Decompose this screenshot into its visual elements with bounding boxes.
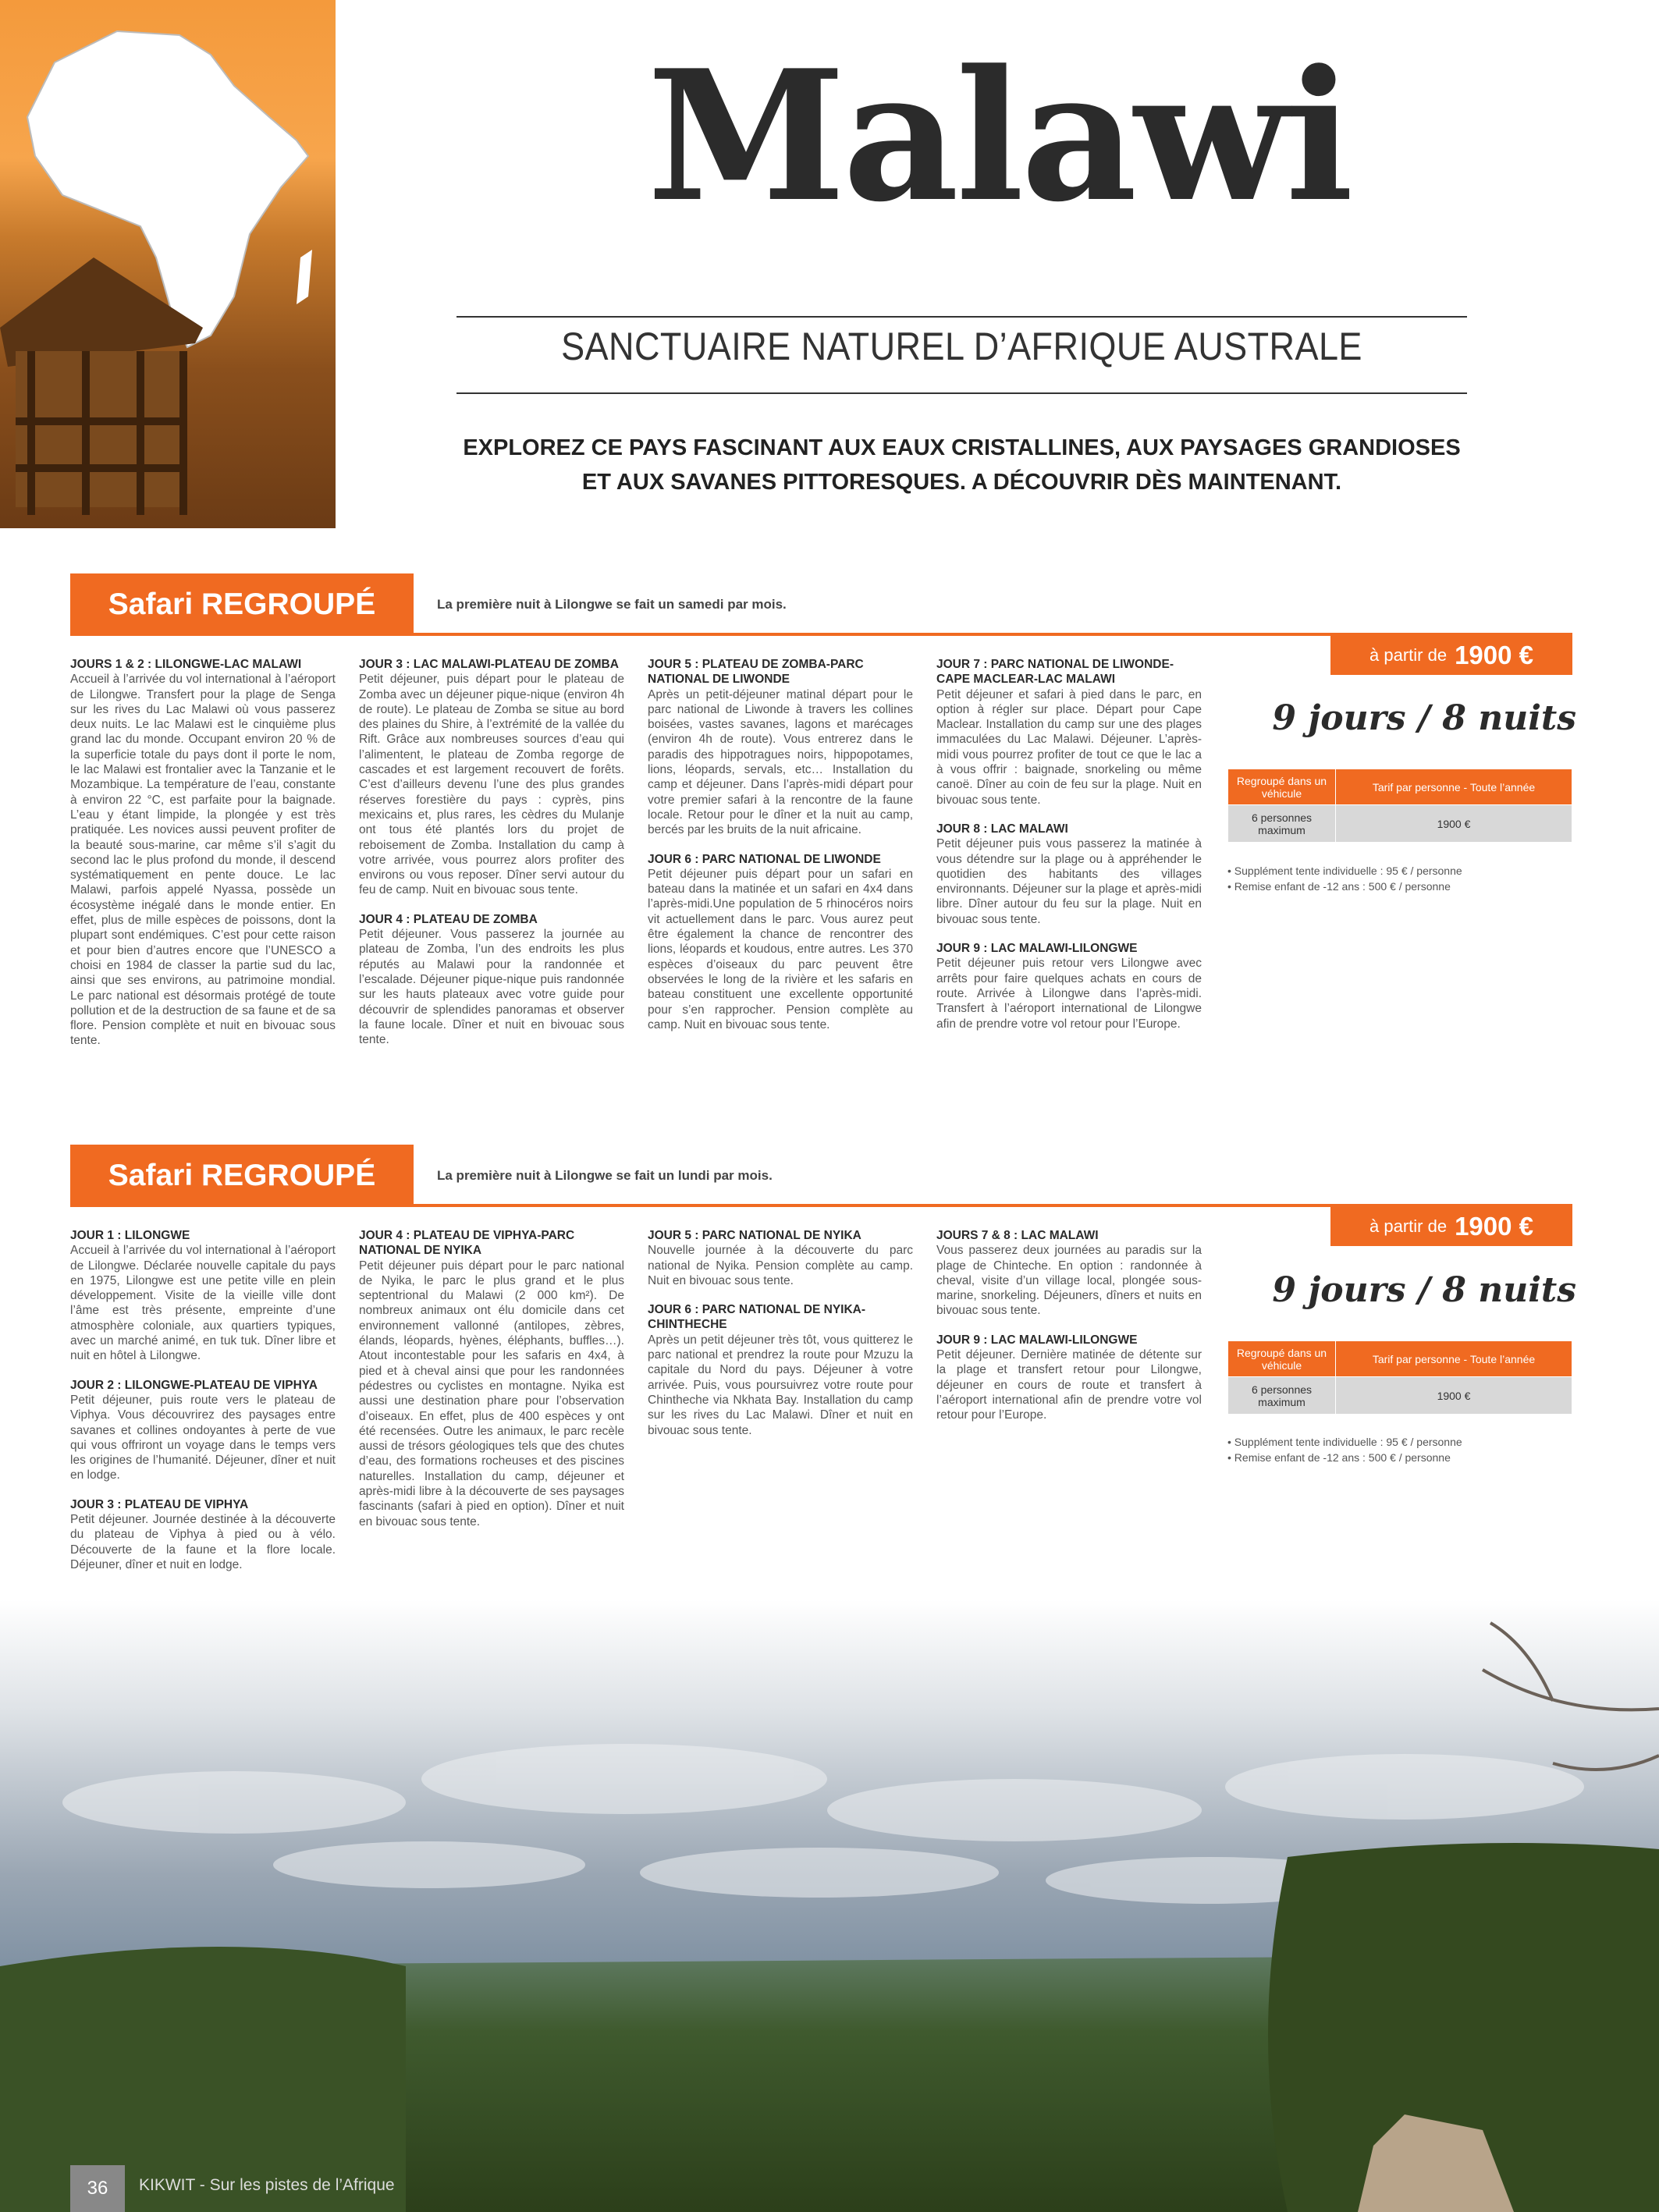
page-number: 36 [70, 2165, 125, 2212]
landscape-photo [0, 1600, 1659, 2212]
section-1-col-2 [359, 657, 624, 1061]
day-text: Petit déjeuner. Vous passerez la journée au plateau de Zomba, l’un des endroits les plus réputés au Malawi pour la randonnée et l’escalade. Déjeuner pique-nique puis randonnée sur les hauts plateaux avec votre guide pour découvrir de splendides panoramas et observer la faune locale. Dîner et nuit en bivouac sous tente. [359, 928, 624, 1047]
day-title: JOUR 9 : LAC MALAWI-LILONGWE [936, 1333, 1138, 1347]
note-item: • Remise enfant de -12 ans : 500 € / personne [1227, 880, 1451, 893]
day-text: Petit déjeuner et safari à pied dans le parc, en option à régler sur place. Départ pour Cape Maclear. Installation du camp sur une des plages immaculées du Lac Malawi. Déjeuner. L’après-midi vous pourrez profiter de tout ce que le lac a à vous offrir : baignade, snorkeling ou même canoë. Dîner au coin de feu sur la plage. Nuit en bivouac sous tente. [936, 687, 1202, 807]
section-2-duration: 9 jours / 8 nuits [1272, 1270, 1576, 1310]
section-2-note: La première nuit à Lilongwe se fait un lundi par mois. [437, 1168, 773, 1183]
day-title: JOUR 2 : LILONGWE-PLATEAU DE VIPHYA [70, 1378, 318, 1392]
note-item: • Supplément tente individuelle : 95 € / personne [1227, 1436, 1462, 1448]
day-text: Petit déjeuner. Dernière matinée de détente sur la plage et transfert retour pour Lilongwe, déjeuner en cours de route et transfert à l’aéroport international afin de prendre votre vol retour pour l’Europe. [936, 1348, 1202, 1422]
section-1-col-4 [936, 657, 1202, 1046]
day-text: Après un petit-déjeuner matinal départ pour le parc national de Liwonde à travers les collines boisées, vastes savanes, lagons et marécages (environ 4h de route). Vous entrerez dans le paradis des hippotragues noirs, hippopotames, lions, léopards, servals, etc… Installation du camp et déjeuner. Dans l’après-midi départ pour votre premier safari à la rencontre de la faune locale. Retour pour le dîner et la nuit au camp, bercés par les bruits de la nuit africaine. [648, 687, 913, 837]
title-rule-top [456, 316, 1467, 318]
section-2-tarif-table [1227, 1340, 1572, 1415]
day-title: JOUR 9 : LAC MALAWI-LILONGWE [936, 942, 1138, 956]
africa-map-icon [0, 0, 336, 528]
tarif-cell-group: 6 personnes maximum [1228, 1377, 1336, 1415]
tarif-header-price: Tarif par personne - Toute l’année [1336, 769, 1572, 805]
section-2-col-4 [936, 1228, 1202, 1437]
day-text: Nouvelle journée à la découverte du parc national de Nyika. Pension complète au camp. Nuit en bivouac sous tente. [648, 1244, 913, 1287]
price-value: 1900 € [1455, 1212, 1533, 1241]
price-value: 1900 € [1455, 641, 1533, 669]
day-title: JOUR 3 : LAC MALAWI-PLATEAU DE ZOMBA [359, 658, 619, 671]
page-title: Malawi [647, 31, 1351, 242]
day-text: Accueil à l’arrivée du vol international à l’aéroport de Lilongwe. Déclarée nouvelle capitale du pays en 1975, Lilongwe est une petite ville en plein développement. Visite de la vieille ville dont l’âme est très présente, empreinte d’une atmosphère coloniale, aux quartiers typiques, avec un marché animé, en tuk tuk. Dîner libre et nuit en hôtel à Lilongwe. [70, 1244, 336, 1363]
day-text: Accueil à l’arrivée du vol international à l’aéroport de Lilongwe. Transfert pour la plage de Senga sur les rives du Lac Malawi où vous passerez deux nuits. Le lac Malawi est le cinquième plus grand lac du monde. Occupant environ 20 % de la superficie totale du pays dont il porte le nom, le lac Malawi est frontalier avec la Tanzanie et le Mozambique. La température de l’eau, constante à environ 22 °C, est parfaite pour la baignade. L’eau y étant limpide, la plongée y est très pratiquée. Les novices aussi peuvent profiter de la beauté sous-marine, car même s’il s’agit du second lac le plus profond du monde, il descend systématiquement en pente douce. Le lac Malawi, parfois appelé Nyassa, possède un écosystème inégalé dans le monde entier. En effet, plus de mille espèces de poissons, dont la plupart sont endémiques. C’est pour cette raison et pour bien d’autres encore que l’UNESCO a choisi en 1984 de classer la partie sud du lac, ainsi que ses environs, au patrimoine mondial. Le parc national est désormais protégé de toute pollution et de la destruction de sa faune et de sa flore. Pension complète et nuit en bivouac sous tente. [70, 673, 336, 1048]
section-2-label: Safari REGROUPÉ [70, 1145, 414, 1207]
day-title: JOUR 6 : PARC NATIONAL DE LIWONDE [648, 852, 881, 866]
section-2-col-1 [70, 1228, 336, 1586]
day-title: JOURS 7 & 8 : LAC MALAWI [936, 1229, 1099, 1242]
day-text: Petit déjeuner puis vous passerez la matinée à vous détendre sur la plage ou à appréhender le quotidien des habitants des villages environnants. Déjeuner sur la plage et après-midi libre. Dîner autour du feu sur la plage. Nuit en bivouac sous tente. [936, 837, 1202, 926]
section-1-notes [1227, 863, 1462, 894]
price-prefix: à partir de [1369, 645, 1448, 665]
subtitle: SANCTUAIRE NATUREL D’AFRIQUE AUSTRALE [561, 325, 1362, 368]
day-title: JOUR 1 : LILONGWE [70, 1229, 190, 1242]
price-prefix: à partir de [1369, 1216, 1448, 1236]
day-text: Petit déjeuner, puis départ pour le plateau de Zomba avec un déjeuner pique-nique (environ 4h de route). Le plateau de Zomba se situe au bord des plaines du Shire, à l’extrémité de la vallée du Rift. Grâce aux nombreuses sources d’eau qui l’alimentent, le plateau de Zomba regorge de cascades et est largement recouvert de forêts. C’est d’ailleurs devenu l’une des plus grandes réserves forestière du pays : cyprès, pins mexicains et, plus rares, les cèdres du Mulanje ont tous été plantés lors du projet de reboisement de Zomba. Installation du camp à votre arrivée, vous pourrez alors profiter des environs ou vous reposer. Dîner servi autour du feu de camp. Nuit en bivouac sous tente. [359, 673, 624, 897]
day-title: JOUR 4 : PLATEAU DE ZOMBA [359, 912, 538, 926]
tarif-header-vehicle: Regroupé dans un véhicule [1228, 1341, 1336, 1377]
section-1-label: Safari REGROUPÉ [70, 573, 414, 636]
day-text: Petit déjeuner puis départ pour un safari en bateau dans la matinée et un safari en 4x4 dans l’après-midi.Une population de 5 rhinocéros noirs vit actuellement dans le parc. Vous aurez peut être également la chance de rencontrer des lions, léopards et koudous, entre autres. Les 370 espèces d’oiseaux du parc peuvent être observées le long de la rivière et les safaris en bateau constituent une excellente opportunité pour s’en rapprocher. Pension complète au camp. Nuit en bivouac sous tente. [648, 867, 913, 1031]
day-title: JOUR 5 : PARC NATIONAL DE NYIKA [648, 1229, 861, 1242]
section-2-col-3 [648, 1228, 913, 1452]
day-title: JOUR 4 : PLATEAU DE VIPHYA-PARC NATIONAL DE NYIKA [359, 1229, 575, 1258]
section-1-price-badge [1330, 636, 1572, 675]
section-2-col-2 [359, 1228, 624, 1543]
tarif-cell-price: 1900 € [1336, 1377, 1572, 1415]
day-text: Petit déjeuner puis retour vers Lilongwe avec arrêts pour faire quelques achats en cours de route. Arrivée à Lilongwe dans l’après-midi. Transfert à l’aéroport international de Lilongwe afin de prendre votre vol retour pour l’Europe. [936, 957, 1202, 1031]
day-title: JOUR 5 : PLATEAU DE ZOMBA-PARC NATIONAL DE LIWONDE [648, 658, 864, 687]
section-1-tarif-table [1227, 769, 1572, 843]
day-text: Petit déjeuner. Journée destinée à la découverte du plateau de Viphya à pied ou à vélo. Découverte de la faune et la flore locale. Déjeuner, dîner et nuit en lodge. [70, 1513, 336, 1571]
day-title: JOUR 8 : LAC MALAWI [936, 822, 1068, 836]
tarif-cell-group: 6 personnes maximum [1228, 805, 1336, 843]
day-text: Après un petit déjeuner très tôt, vous quitterez le parc national et prendrez la route pour Mzuzu la capitale du Nord du pays. Déjeuner à votre arrivée. Puis, vous poursuivrez votre route pour Chintheche via Nkhata Bay. Installation du camp sur les rives du Lac Malawi. Dîner et nuit en bivouac sous tente. [648, 1333, 913, 1437]
footer-text: KIKWIT - Sur les pistes de l’Afrique [139, 2176, 395, 2194]
day-title: JOURS 1 & 2 : LILONGWE-LAC MALAWI [70, 658, 302, 671]
section-1-col-1 [70, 657, 336, 1063]
title-rule-bottom [456, 392, 1467, 394]
section-1-note: La première nuit à Lilongwe se fait un samedi par mois. [437, 597, 787, 612]
section-1-duration: 9 jours / 8 nuits [1272, 698, 1576, 738]
day-text: Petit déjeuner, puis route vers le plateau de Viphya. Vous découvrirez des paysages entre savanes et collines ondoyantes à perte de vue qui vous offriront un voyage dans le temps vers les origines de l’humanité. Déjeuner, dîner et nuit en lodge. [70, 1393, 336, 1482]
day-title: JOUR 3 : PLATEAU DE VIPHYA [70, 1497, 249, 1511]
tarif-cell-price: 1900 € [1336, 805, 1572, 843]
landscape-illustration [0, 1600, 1659, 2212]
section-1-col-3 [648, 657, 913, 1046]
day-title: JOUR 7 : PARC NATIONAL DE LIWONDE-CAPE MACLEAR-LAC MALAWI [936, 658, 1174, 687]
tarif-header-price: Tarif par personne - Toute l’année [1336, 1341, 1572, 1377]
section-2-notes [1227, 1434, 1462, 1465]
note-item: • Remise enfant de -12 ans : 500 € / personne [1227, 1451, 1451, 1464]
day-text: Vous passerez deux journées au paradis sur la plage de Chinteche. En option : randonnée à cheval, visite d’un village local, plongée sous-marine, snorkeling. Déjeuners, dîners et nuits en bivouac sous tente. [936, 1244, 1202, 1318]
note-item: • Supplément tente individuelle : 95 € / personne [1227, 865, 1462, 877]
day-title: JOUR 6 : PARC NATIONAL DE NYIKA-CHINTHECHE [648, 1303, 866, 1332]
header-photo-africa-map [0, 0, 336, 528]
lead-text: EXPLOREZ CE PAYS FASCINANT AUX EAUX CRISTALLINES, AUX PAYSAGES GRANDIOSES ET AUX SAVANES PITTORESQUES. A DÉCOUVRIR DÈS MAINTENANT. [463, 435, 1461, 495]
day-text: Petit déjeuner puis départ pour le parc national de Nyika, le parc le plus grand et le plus septentrional du Malawi (2 000 km²). De nombreux animaux ont élu domicile dans cet environnement vallonné (antilopes, zèbres, élands, léopards, hyènes, éléphants, buffles…). Atout incontestable pour les safaris en 4x4, à pied et à cheval ainsi que pour les randonnées pédestres ou cyclistes en montagne. Nyika est aussi une destination phare pour l’observation d’oiseaux. En effet, plus de 400 espèces y ont été recensées. Outre les animaux, le parc recèle aussi de trésors géologiques tels que des chutes d’eau, des formations rocheuses et des piscines naturelles. Installation du camp, déjeuner et après-midi libre à la découverte de ses paysages fascinants (safari à pied en option). Dîner et nuit en bivouac sous tente. [359, 1259, 624, 1529]
tarif-header-vehicle: Regroupé dans un véhicule [1228, 769, 1336, 805]
section-2-price-badge [1330, 1207, 1572, 1246]
